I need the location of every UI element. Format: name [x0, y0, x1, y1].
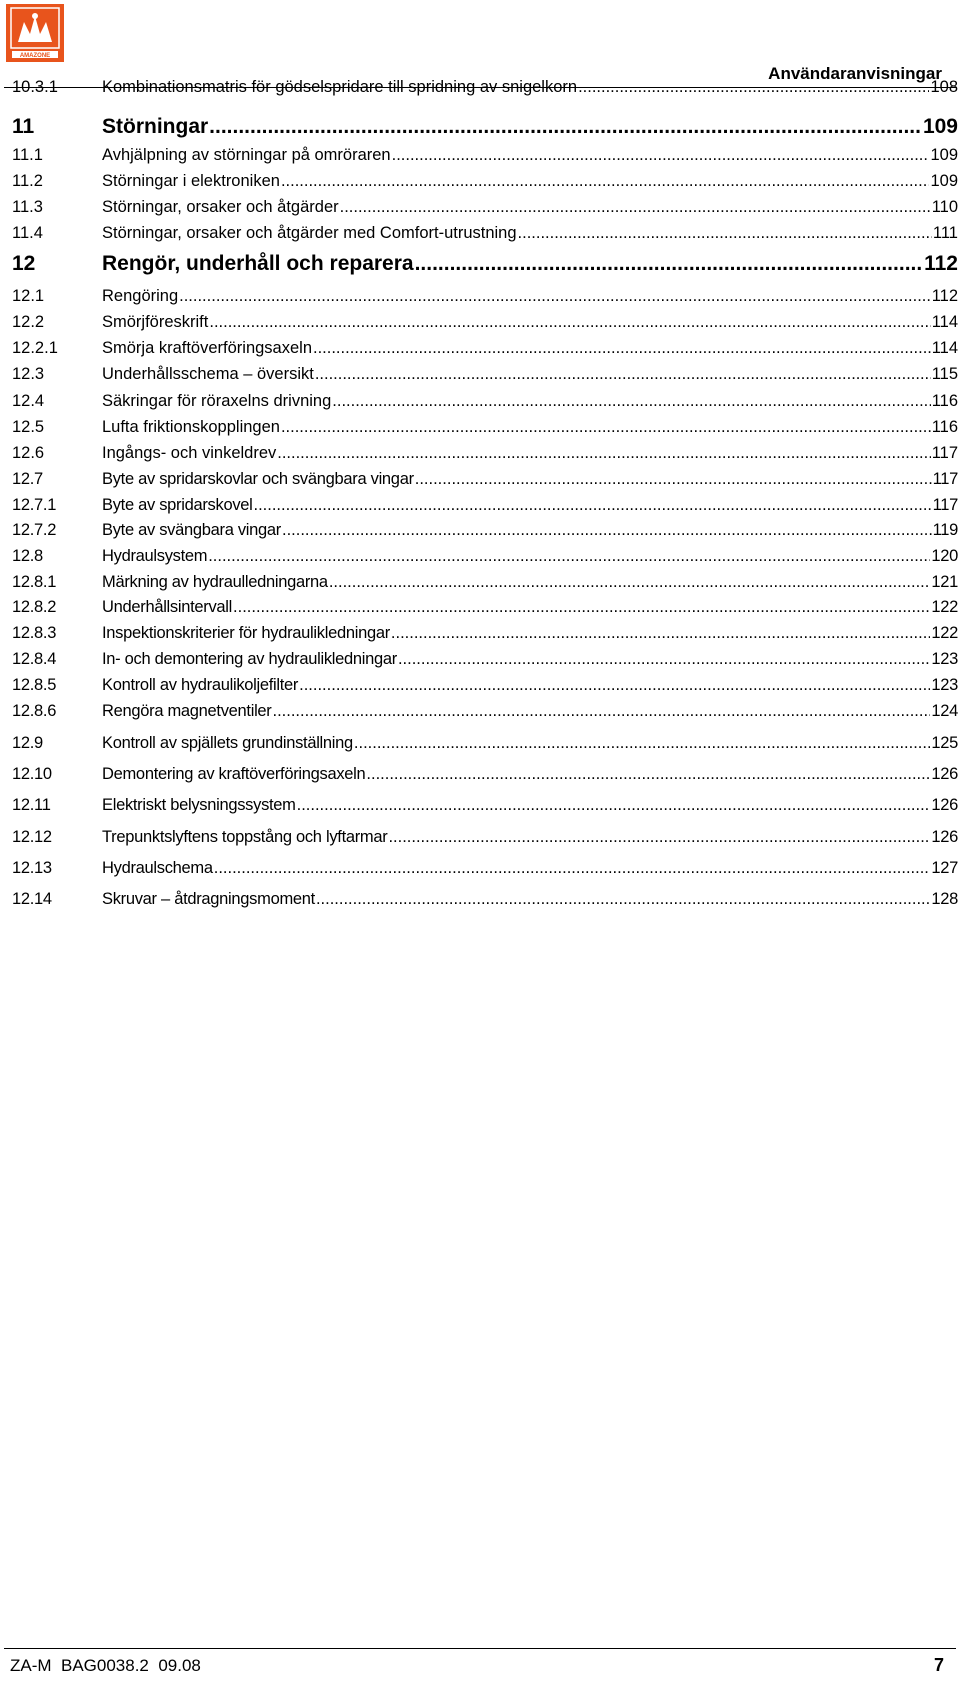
toc-entry[interactable] — [12, 650, 958, 669]
toc-entry[interactable] — [12, 418, 958, 437]
toc-entry-page: 109 — [930, 146, 958, 164]
toc-entry-number: 12.7 — [12, 470, 43, 488]
toc-entry-number: 11.3 — [12, 198, 43, 216]
svg-text:AMAZONE: AMAZONE — [19, 53, 51, 59]
toc-dot-leader — [208, 547, 930, 566]
toc-entry-title: Byte av spridarskovlar och svängbara vingar — [102, 470, 414, 488]
toc-entry[interactable] — [12, 676, 958, 695]
toc-entry[interactable] — [12, 890, 958, 909]
toc-entry-title: Elektriskt belysningssystem — [102, 796, 296, 814]
toc-entry-page: 122 — [931, 598, 958, 616]
toc-entry-page: 114 — [931, 339, 958, 357]
toc-entry-title: Rengöring — [102, 287, 179, 305]
toc-entry-number: 12.5 — [12, 418, 45, 436]
toc-dot-leader — [315, 365, 931, 384]
footer-divider — [4, 1648, 956, 1649]
toc-dot-leader — [281, 172, 930, 191]
toc-entry-page: 120 — [931, 547, 958, 565]
toc-dot-leader — [415, 470, 932, 489]
toc-entry-title: Kontroll av spjällets grundinställning — [102, 734, 353, 752]
toc-entry-page: 116 — [931, 418, 958, 436]
toc-entry-title: Inspektionskriterier för hydraulikledningar — [102, 624, 390, 642]
toc-entry-page: 126 — [931, 765, 958, 783]
toc-entry-number: 12.2 — [12, 313, 45, 331]
toc-entry-number: 12.8.4 — [12, 650, 57, 668]
amazone-logo-mark — [6, 4, 64, 62]
toc-dot-leader — [214, 859, 931, 878]
toc-entry-page: 125 — [931, 734, 958, 752]
toc-entry-title: Rengör, underhåll och reparera — [102, 252, 414, 275]
toc-entry-page: 115 — [931, 365, 958, 383]
footer-document-id: ZA-M BAG0038.2 09.08 — [10, 1656, 201, 1675]
toc-dot-leader — [277, 444, 930, 463]
toc-entry-title: Ingångs- och vinkeldrev — [102, 444, 277, 462]
toc-entry[interactable] — [12, 78, 958, 97]
toc-entry[interactable] — [12, 313, 958, 332]
toc-entry[interactable] — [12, 765, 958, 784]
toc-dot-leader — [281, 418, 931, 437]
toc-entry-page: 112 — [924, 252, 958, 275]
toc-entry-title: Rengöra magnetventiler — [102, 702, 272, 720]
toc-entry-page: 122 — [931, 624, 958, 642]
toc-entry[interactable] — [12, 702, 958, 721]
toc-dot-leader — [388, 828, 930, 847]
toc-entry-page: 110 — [931, 198, 958, 216]
toc-entry-page: 116 — [931, 392, 958, 410]
toc-entry[interactable] — [12, 573, 958, 592]
footer-page-number: 7 — [933, 1655, 944, 1675]
toc-entry-title: Hydraulsystem — [102, 547, 208, 565]
toc-entry-title: Skruvar – åtdragningsmoment — [102, 890, 315, 908]
toc-entry-title: Lufta friktionskopplingen — [102, 418, 280, 436]
toc-entry-title: Säkringar för röraxelns drivning — [102, 392, 332, 410]
toc-entry-number: 12.8.1 — [12, 573, 57, 591]
toc-entry-title: Störningar — [102, 115, 209, 138]
toc-entry[interactable] — [12, 444, 958, 463]
toc-entry[interactable] — [12, 470, 958, 489]
toc-entry[interactable] — [12, 252, 958, 276]
toc-entry-title: Smörja kraftöverföringsaxeln — [102, 339, 313, 357]
toc-entry-number: 12.3 — [12, 365, 45, 383]
toc-entry-number: 11.1 — [12, 146, 43, 164]
toc-dot-leader — [340, 198, 931, 217]
toc-entry-number: 12.7.1 — [12, 496, 57, 514]
toc-entry[interactable] — [12, 521, 958, 540]
toc-dot-leader — [233, 598, 930, 617]
toc-entry[interactable] — [12, 734, 958, 753]
toc-dot-leader — [209, 115, 922, 139]
toc-entry-page: 128 — [931, 890, 958, 908]
toc-entry-title: Kontroll av hydraulikoljefilter — [102, 676, 299, 694]
amazone-logo — [6, 4, 64, 62]
toc-entry[interactable] — [12, 287, 958, 306]
toc-entry-title: Byte av spridarskovel — [102, 496, 253, 514]
toc-entry[interactable] — [12, 198, 958, 217]
toc-entry-page: 108 — [930, 78, 958, 96]
toc-entry[interactable] — [12, 859, 958, 878]
toc-entry-title: Trepunktslyftens toppstång och lyftarmar — [102, 828, 388, 846]
toc-dot-leader — [254, 496, 932, 515]
toc-dot-leader — [366, 765, 930, 784]
toc-entry[interactable] — [12, 828, 958, 847]
toc-entry-number: 12.1 — [12, 287, 45, 305]
toc-entry[interactable] — [12, 115, 958, 139]
toc-entry-title: In- och demontering av hydraulikledningar — [102, 650, 397, 668]
toc-dot-leader — [299, 676, 930, 695]
toc-entry[interactable] — [12, 146, 958, 165]
toc-entry-title: Smörjföreskrift — [102, 313, 209, 331]
toc-entry-number: 12 — [12, 252, 36, 275]
toc-dot-leader — [282, 521, 932, 540]
toc-entry-number: 12.6 — [12, 444, 45, 462]
toc-entry-page: 126 — [931, 828, 958, 846]
toc-dot-leader — [332, 392, 930, 411]
toc-entry-title: Underhållsschema – översikt — [102, 365, 314, 383]
document-header-title: Användaranvisningar — [768, 64, 942, 83]
toc-dot-leader — [391, 624, 930, 643]
toc-entry-title: Avhjälpning av störningar på omröraren — [102, 146, 391, 164]
toc-entry-page: 109 — [922, 115, 958, 138]
toc-dot-leader — [179, 287, 931, 306]
toc-entry-number: 11.2 — [12, 172, 43, 190]
toc-dot-leader — [518, 224, 932, 243]
toc-entry-number: 12.8.3 — [12, 624, 57, 642]
toc-dot-leader — [297, 796, 931, 815]
toc-entry-title: Märkning av hydraulledningarna — [102, 573, 328, 591]
toc-entry[interactable] — [12, 796, 958, 815]
toc-entry-page: 123 — [931, 650, 958, 668]
toc-entry-number: 10.3.1 — [12, 78, 58, 96]
toc-entry-number: 12.14 — [12, 890, 52, 908]
toc-entry-page: 123 — [931, 676, 958, 694]
toc-entry-number: 12.8.5 — [12, 676, 57, 694]
toc-entry[interactable] — [12, 392, 958, 411]
toc-entry-number: 12.2.1 — [12, 339, 58, 357]
toc-entry[interactable] — [12, 496, 958, 515]
toc-entry-page: 126 — [931, 796, 958, 814]
toc-entry-page: 114 — [931, 313, 958, 331]
toc-entry-page: 121 — [931, 573, 958, 591]
toc-entry-number: 12.9 — [12, 734, 43, 752]
toc-entry-number: 12.12 — [12, 828, 52, 846]
toc-entry-page: 119 — [932, 521, 958, 539]
toc-dot-leader — [273, 702, 931, 721]
toc-entry-title: Demontering av kraftöverföringsaxeln — [102, 765, 366, 783]
toc-entry-number: 12.8.2 — [12, 598, 57, 616]
toc-entry-title: Störningar, orsaker och åtgärder med Comfort-utrustning — [102, 224, 517, 242]
toc-dot-leader — [329, 573, 931, 592]
toc-entry-title: Underhållsintervall — [102, 598, 233, 616]
toc-entry-number: 12.10 — [12, 765, 52, 783]
toc-dot-leader — [316, 890, 930, 909]
toc-entry-page: 117 — [932, 496, 958, 514]
toc-entry-number: 11 — [12, 115, 35, 138]
toc-entry-number: 12.7.2 — [12, 521, 57, 539]
toc-entry-page: 109 — [930, 172, 958, 190]
toc-dot-leader — [398, 650, 930, 669]
toc-entry[interactable] — [12, 339, 958, 358]
toc-dot-leader — [354, 734, 930, 753]
toc-entry-number: 12.13 — [12, 859, 52, 877]
toc-entry[interactable] — [12, 547, 958, 566]
toc-entry-page: 127 — [931, 859, 958, 877]
toc-entry-number: 12.11 — [12, 796, 51, 814]
toc-entry-number: 12.8 — [12, 547, 43, 565]
toc-entry-page: 117 — [931, 444, 958, 462]
toc-entry-page: 117 — [932, 470, 958, 488]
toc-dot-leader — [578, 78, 929, 97]
toc-entry-page: 111 — [932, 224, 958, 242]
toc-entry-title: Störningar i elektroniken — [102, 172, 280, 190]
toc-entry[interactable] — [12, 365, 958, 384]
toc-entry-page: 124 — [931, 702, 958, 720]
toc-entry-title: Hydraulschema — [102, 859, 213, 877]
toc-entry[interactable] — [12, 224, 958, 243]
toc-entry[interactable] — [12, 598, 958, 617]
toc-entry-title: Störningar, orsaker och åtgärder — [102, 198, 339, 216]
toc-entry-number: 11.4 — [12, 224, 43, 242]
toc-entry-page: 112 — [931, 287, 958, 305]
toc-entry[interactable] — [12, 624, 958, 643]
toc-entry-title: Byte av svängbara vingar — [102, 521, 281, 539]
toc-entry-number: 12.4 — [12, 392, 45, 410]
toc-dot-leader — [209, 313, 930, 332]
toc-dot-leader — [415, 252, 924, 276]
toc-entry[interactable] — [12, 172, 958, 191]
toc-dot-leader — [313, 339, 931, 358]
toc-entry-title: Kombinationsmatris för gödselspridare till spridning av snigelkorn — [102, 78, 578, 96]
toc-dot-leader — [392, 146, 930, 165]
toc-entry-number: 12.8.6 — [12, 702, 57, 720]
